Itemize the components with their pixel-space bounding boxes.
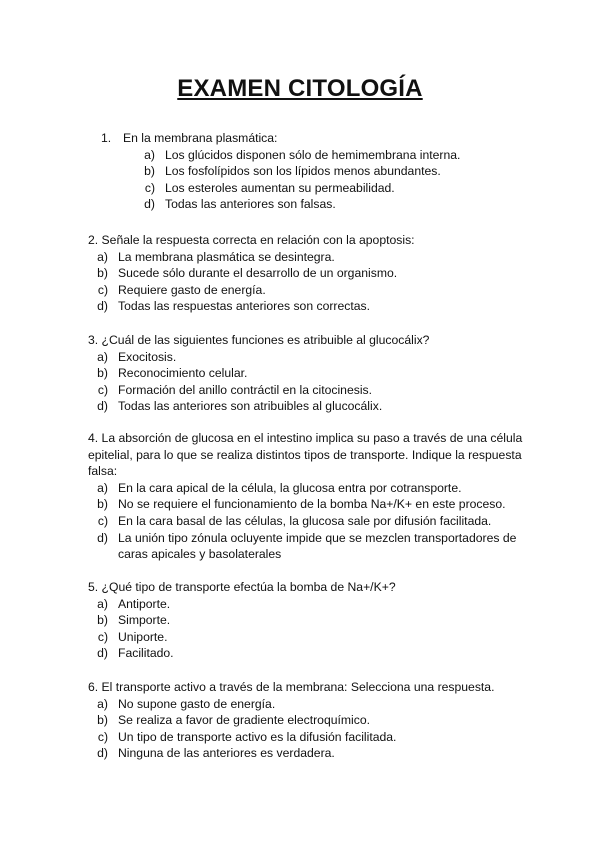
option-letter: b) [97,497,108,512]
option-text: Ninguna de las anteriores es verdadera. [118,746,335,761]
option-letter: c) [144,180,155,195]
option-letter: c) [97,282,108,297]
question-2 [88,232,528,315]
option-letter: c) [97,729,108,744]
option-text: No se requiere el funcionamiento de la bomba Na+/K+ en este proceso. [118,497,506,512]
option-letter: b) [97,613,108,628]
option-list [88,596,528,662]
option-d [88,645,528,662]
question-1 [101,130,501,213]
option-text: Simporte. [118,613,171,628]
option-a [88,480,528,497]
option-a [88,696,528,713]
question-4 [88,430,528,563]
option-letter: d) [97,646,108,661]
option-d [88,530,528,563]
option-letter: a) [97,596,108,611]
option-letter: a) [97,480,108,495]
option-text: Los fosfolípidos son los lípidos menos abundantes. [165,164,441,179]
option-text: Los glúcidos disponen sólo de hemimembrana interna. [165,147,461,162]
option-a [135,147,501,164]
option-letter: c) [97,382,108,397]
option-text: No supone gasto de energía. [118,696,276,711]
option-letter: a) [97,249,108,264]
option-text: Facilitado. [118,646,174,661]
question-stem: 3. ¿Cuál de las siguientes funciones es atribuible al glucocálix? [88,333,430,347]
option-c [135,180,501,197]
option-text: Reconocimiento celular. [118,366,248,381]
option-letter: b) [97,266,108,281]
option-text: En la cara basal de las células, la glucosa sale por difusión facilitada. [118,513,492,528]
exam-title: EXAMEN CITOLOGÍA [177,75,423,102]
option-list [88,696,528,762]
option-text: La membrana plasmática se desintegra. [118,249,335,264]
option-d [88,745,528,762]
question-5 [88,579,528,662]
option-text: La unión tipo zónula ocluyente impide que se mezclen transportadores de caras apicales y basolaterales [118,530,517,562]
option-c [88,282,528,299]
option-letter: d) [97,299,108,314]
option-letter: c) [97,629,108,644]
option-text: Todas las respuestas anteriores son correctas. [118,299,370,314]
option-text: Requiere gasto de energía. [118,282,266,297]
option-text: Los esteroles aumentan su permeabilidad. [165,180,395,195]
option-letter: a) [144,147,155,162]
option-letter: b) [97,713,108,728]
option-list [88,480,528,563]
option-letter: d) [97,746,108,761]
question-stem [101,130,501,147]
option-letter: d) [144,197,155,212]
option-d [135,196,501,213]
question-stem: 4. La absorción de glucosa en el intestino implica su paso a través de una célula epitelial, para lo que se realiza distintos tipos de transporte. Indique la respuesta falsa: [88,431,523,479]
option-b [88,365,528,382]
option-a [88,596,528,613]
option-d [88,298,528,315]
option-text: Uniporte. [118,629,168,644]
option-letter: c) [97,513,108,528]
option-letter: d) [97,530,108,545]
option-text: Todas las anteriores son falsas. [165,197,336,212]
option-b [88,265,528,282]
question-3 [88,332,528,415]
option-text: Exocitosis. [118,349,177,364]
option-a [88,249,528,266]
option-letter: a) [97,349,108,364]
option-letter: b) [97,366,108,381]
option-b [88,496,528,513]
option-c [88,629,528,646]
option-text: Antiporte. [118,596,171,611]
option-c [88,382,528,399]
option-b [88,712,528,729]
option-list [135,147,501,213]
option-a [88,349,528,366]
option-text: Se realiza a favor de gradiente electroquímico. [118,713,371,728]
option-text: Todas las anteriores son atribuibles al glucocálix. [118,399,383,414]
option-b [135,163,501,180]
option-c [88,513,528,530]
question-6 [88,679,528,762]
question-stem: 6. El transporte activo a través de la membrana: Selecciona una respuesta. [88,680,495,694]
option-text: Un tipo de transporte activo es la difusión facilitada. [118,729,397,744]
option-list [88,349,528,415]
option-list [88,249,528,315]
option-text: Sucede sólo durante el desarrollo de un organismo. [118,266,398,281]
option-text: En la cara apical de la célula, la glucosa entra por cotransporte. [118,480,462,495]
option-d [88,398,528,415]
option-letter: a) [97,696,108,711]
question-text: En la membrana plasmática: [123,131,278,145]
question-stem: 2. Señale la respuesta correcta en relación con la apoptosis: [88,233,415,247]
option-b [88,612,528,629]
question-number: 1. [101,131,112,145]
option-c [88,729,528,746]
option-letter: b) [144,164,155,179]
option-text: Formación del anillo contráctil en la citocinesis. [118,382,373,397]
option-letter: d) [97,399,108,414]
question-stem: 5. ¿Qué tipo de transporte efectúa la bomba de Na+/K+? [88,580,396,594]
